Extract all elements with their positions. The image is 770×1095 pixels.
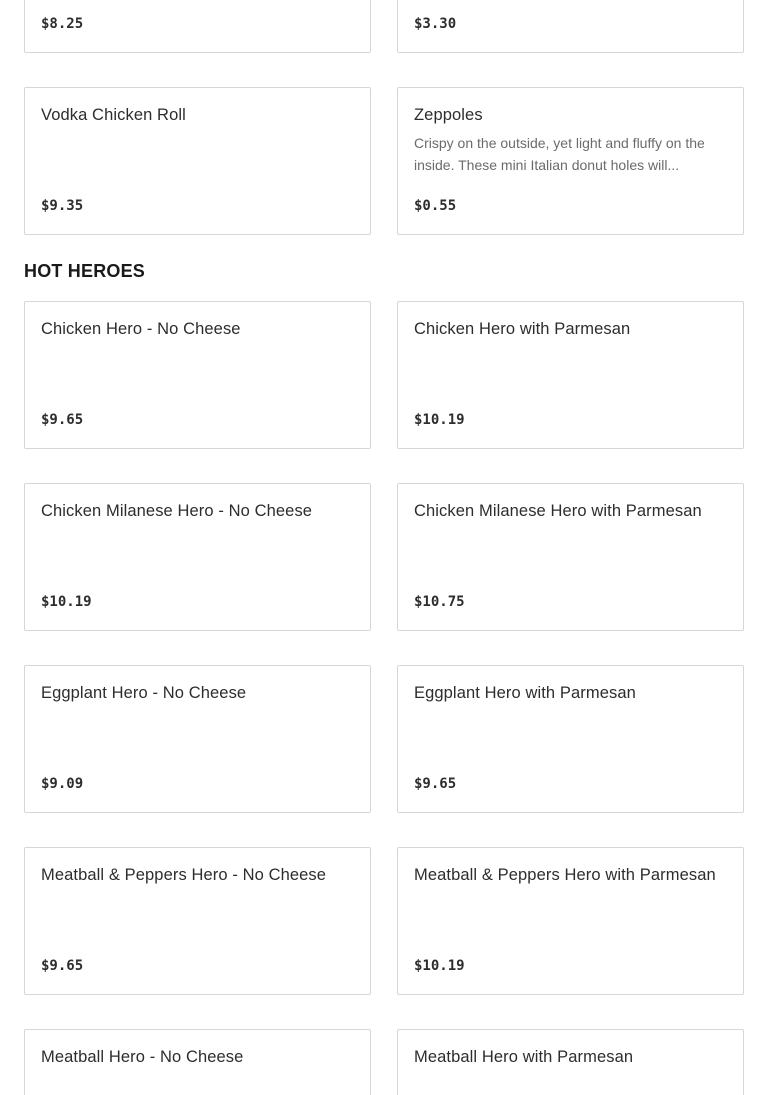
menu-item-price: $9.65: [41, 958, 84, 974]
menu-item-card[interactable]: [397, 665, 744, 813]
menu-item-price: $9.35: [41, 198, 84, 214]
menu-item-name: Vodka Chicken Roll: [41, 106, 186, 124]
menu-item-price: $8.25: [41, 16, 84, 32]
menu-item-card[interactable]: [397, 483, 744, 631]
menu-item-card[interactable]: [397, 87, 744, 235]
menu-item-price: $3.30: [414, 16, 457, 32]
menu-item-card[interactable]: [397, 847, 744, 995]
menu-item-name: Chicken Milanese Hero - No Cheese: [41, 502, 313, 520]
menu-item-price: $10.19: [414, 412, 465, 428]
menu-item-price: $9.09: [41, 776, 84, 792]
menu-item-card[interactable]: [24, 483, 371, 631]
menu-item-card[interactable]: [24, 87, 371, 235]
menu-item-price: $9.65: [414, 776, 457, 792]
menu-item-name: Meatball & Peppers Hero - No Cheese: [41, 866, 327, 884]
menu-item-card[interactable]: [397, 0, 744, 53]
menu-item-name: Eggplant Hero - No Cheese: [41, 684, 247, 702]
menu-item-name: Zeppoles: [414, 106, 483, 124]
menu-item-name: Chicken Hero with Parmesan: [414, 320, 631, 338]
menu-item-card[interactable]: [24, 301, 371, 449]
menu-item-card[interactable]: [24, 1029, 371, 1095]
menu-item-name: Meatball & Peppers Hero with Parmesan: [414, 866, 716, 884]
menu-item-card[interactable]: [397, 1029, 744, 1095]
menu-item-name: Meatball Hero - No Cheese: [41, 1048, 244, 1066]
menu-item-card[interactable]: [397, 301, 744, 449]
menu-item-card[interactable]: [24, 847, 371, 995]
menu-item-name: Chicken Hero - No Cheese: [41, 320, 241, 338]
menu-item-name: Eggplant Hero with Parmesan: [414, 684, 636, 702]
section-title: HOT HEROES: [24, 261, 146, 281]
menu-item-card[interactable]: [24, 665, 371, 813]
menu-item-name: Chicken Milanese Hero with Parmesan: [414, 502, 702, 520]
menu-item-price: $9.65: [41, 412, 84, 428]
menu-item-card[interactable]: [24, 0, 371, 53]
menu-item-price: $10.19: [414, 958, 465, 974]
menu-item-name: Meatball Hero with Parmesan: [414, 1048, 634, 1066]
menu-item-price: $0.55: [414, 198, 457, 214]
menu-item-description: Crispy on the outside, yet light and fluffy on the inside. These mini Italian donut holes will...: [414, 135, 705, 173]
menu-item-price: $10.75: [414, 594, 465, 610]
menu-item-price: $10.19: [41, 594, 92, 610]
